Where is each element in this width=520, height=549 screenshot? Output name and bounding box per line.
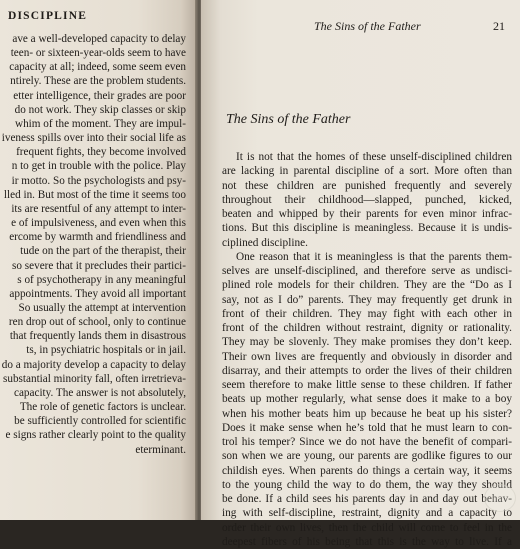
left-text-line	[0, 60, 186, 74]
right-text-line: tions. But this discipline is meaningless. Because it is undis-	[222, 222, 512, 235]
right-text-line: deepest fibers of his being that this is the way to live. If a	[222, 535, 512, 548]
left-text-line	[0, 259, 186, 273]
left-text-line-text: eterminant.	[135, 443, 186, 456]
right-text-line: son when we are young, our parents are godlike figures to our	[222, 450, 512, 463]
right-text-line: beaten and whipped by their parents for even minor infrac-	[222, 208, 512, 220]
right-text-line: ing with self-discipline, restraint, dignity and a capacity to	[222, 507, 512, 520]
right-text-line: beats up mother regularly, what sense does it make to a boy	[222, 393, 512, 406]
right-text-line: front of the children without restraint, dignity or rationality.	[222, 322, 512, 334]
left-text-line	[0, 46, 186, 60]
right-text-line: childish eyes. When parents do things a certain way, it seems	[222, 464, 512, 477]
left-text-line-text: capacity at all; indeed, some seem even	[9, 61, 186, 74]
right-text-line: be done. If a child sees his parents day in and day out behav-	[222, 493, 512, 505]
left-text-line-text: capacity. The answer is not absolutely,	[13, 386, 186, 399]
right-text-line: order their own lives, then the child will come to feel in the	[222, 521, 512, 534]
right-page	[201, 0, 520, 548]
left-text-line-text: etter intelligence, their grades are poor	[13, 89, 186, 102]
left-text-line-text: e of impulsiveness, and even when this	[11, 217, 186, 230]
left-text-line	[0, 428, 186, 442]
left-text-line	[0, 315, 186, 329]
left-text-line-text: so severe that it precludes their partici-	[12, 259, 186, 272]
watermark-stamp	[484, 484, 516, 512]
left-page-body	[0, 32, 186, 457]
left-text-line	[0, 230, 186, 244]
left-text-line-text: ercome by warmth and friendliness and	[9, 231, 186, 244]
left-text-line-text: do not work. They skip classes or skip	[14, 103, 186, 116]
left-text-line-text: lled in. But most of the time it seems too	[3, 188, 186, 201]
right-running-head: The Sins of the Father	[314, 19, 421, 33]
page-number: 21	[493, 19, 505, 33]
left-text-line	[0, 117, 186, 131]
left-text-line	[0, 358, 186, 372]
left-page	[0, 0, 197, 520]
left-text-line-text: e signs rather clearly point to the quality	[5, 429, 186, 442]
left-text-line	[0, 244, 186, 258]
right-text-line: front of their children. They may fight with each other in	[222, 307, 512, 320]
left-text-line-text: n to get in trouble with the police. Play	[11, 160, 186, 173]
right-text-line: One reason that it is meaningless is that the parents them-	[236, 250, 512, 263]
right-text-line: disarray, and their attempts to order the lives of their children	[222, 364, 512, 377]
right-text-line: are lacking in parental discipline of a sort. More often than	[222, 165, 512, 178]
left-text-line-text: teen- or sixteen-year-olds seem to have	[10, 47, 186, 60]
left-text-line-text: tude on the part of the therapist, their	[20, 245, 186, 258]
left-text-line	[0, 400, 186, 414]
right-text-line: ciplined discipline.	[222, 236, 308, 249]
left-text-line-text: ts, in psychiatric hospitals or in jail.	[26, 344, 186, 357]
left-text-line	[0, 188, 186, 202]
left-text-line	[0, 89, 186, 103]
left-text-line	[0, 74, 186, 88]
left-text-line	[0, 301, 186, 315]
left-text-line-text: So usually the attempt at intervention	[18, 301, 186, 314]
left-text-line	[0, 131, 186, 145]
left-text-line-text: be sufficiently controlled for scientific	[14, 415, 186, 428]
left-text-line-text: frequent fights, they become involved	[16, 146, 186, 159]
left-text-line-text: whim of the moment. They are impul-	[15, 117, 186, 130]
left-text-line-text: s of psychotherapy in any meaningful	[17, 273, 186, 286]
left-text-line	[0, 372, 186, 386]
right-text-line: They may be slovenly. They make promises they don’t keep.	[222, 336, 512, 349]
left-text-line-text: The role of genetic factors is unclear.	[19, 401, 186, 414]
left-text-line	[0, 202, 186, 216]
left-text-line	[0, 287, 186, 301]
left-text-line	[0, 103, 186, 117]
left-text-line-text: ir motto. So the psychologists and psy-	[11, 174, 186, 187]
right-text-line: to the young child the way to do them, the way they should	[222, 478, 512, 491]
right-text-line: selves are unself-disciplined, and therefore serve as undisci-	[222, 265, 512, 277]
left-text-line	[0, 443, 186, 457]
right-text-line: It is not that the homes of these unself-disciplined children	[236, 151, 512, 163]
right-page-body	[222, 150, 512, 549]
right-text-line: throughout their childhood—slapped, punched, kicked,	[222, 193, 512, 206]
left-text-line-text: ren drop out of school, only to continue	[8, 316, 186, 329]
section-heading: The Sins of the Father	[226, 112, 351, 127]
left-text-line	[0, 216, 186, 230]
right-text-line: seem therefore to make little sense to these children. If father	[222, 379, 512, 391]
left-text-line-text: that frequently lands them in disastrous	[9, 330, 186, 343]
left-text-line	[0, 32, 186, 46]
left-text-line-text: appointments. They avoid all important	[9, 287, 186, 300]
left-text-line	[0, 414, 186, 428]
left-text-line-text: iveness spills over into their social life as	[1, 132, 186, 145]
right-text-line: not these children are punished frequently and severely	[222, 179, 512, 192]
left-running-head: DISCIPLINE	[8, 10, 88, 22]
right-text-line: plined role models for their children. They are the “Do as I	[222, 279, 512, 292]
right-text-line: when his mother beats him up because he beat up his sister?	[222, 407, 512, 420]
left-text-line-text: ave a well-developed capacity to delay	[12, 33, 186, 45]
left-text-line	[0, 159, 186, 173]
left-text-line	[0, 174, 186, 188]
right-text-line: Does it make sense when he’s told that he must learn to con-	[222, 421, 512, 434]
right-text-line: trol his temper? Since we do not have the benefit of compari-	[222, 436, 512, 448]
left-text-line-text: do a majority develop a capacity to delay	[1, 358, 186, 371]
right-text-line: Their own lives are frequently and obviously in disorder and	[222, 350, 512, 363]
left-text-line	[0, 343, 186, 357]
left-text-line	[0, 273, 186, 287]
left-text-line-text: its are resentful of any attempt to inter-	[11, 202, 186, 215]
left-text-line	[0, 386, 186, 400]
left-text-line-text: substantial minority fall, often irretrieva-	[3, 372, 186, 385]
right-text-line: say, not as I do” parents. They may frequently get drunk in	[222, 293, 512, 306]
left-text-line	[0, 145, 186, 159]
left-text-line-text: ntirely. These are the problem students.	[10, 75, 186, 88]
left-text-line	[0, 329, 186, 343]
